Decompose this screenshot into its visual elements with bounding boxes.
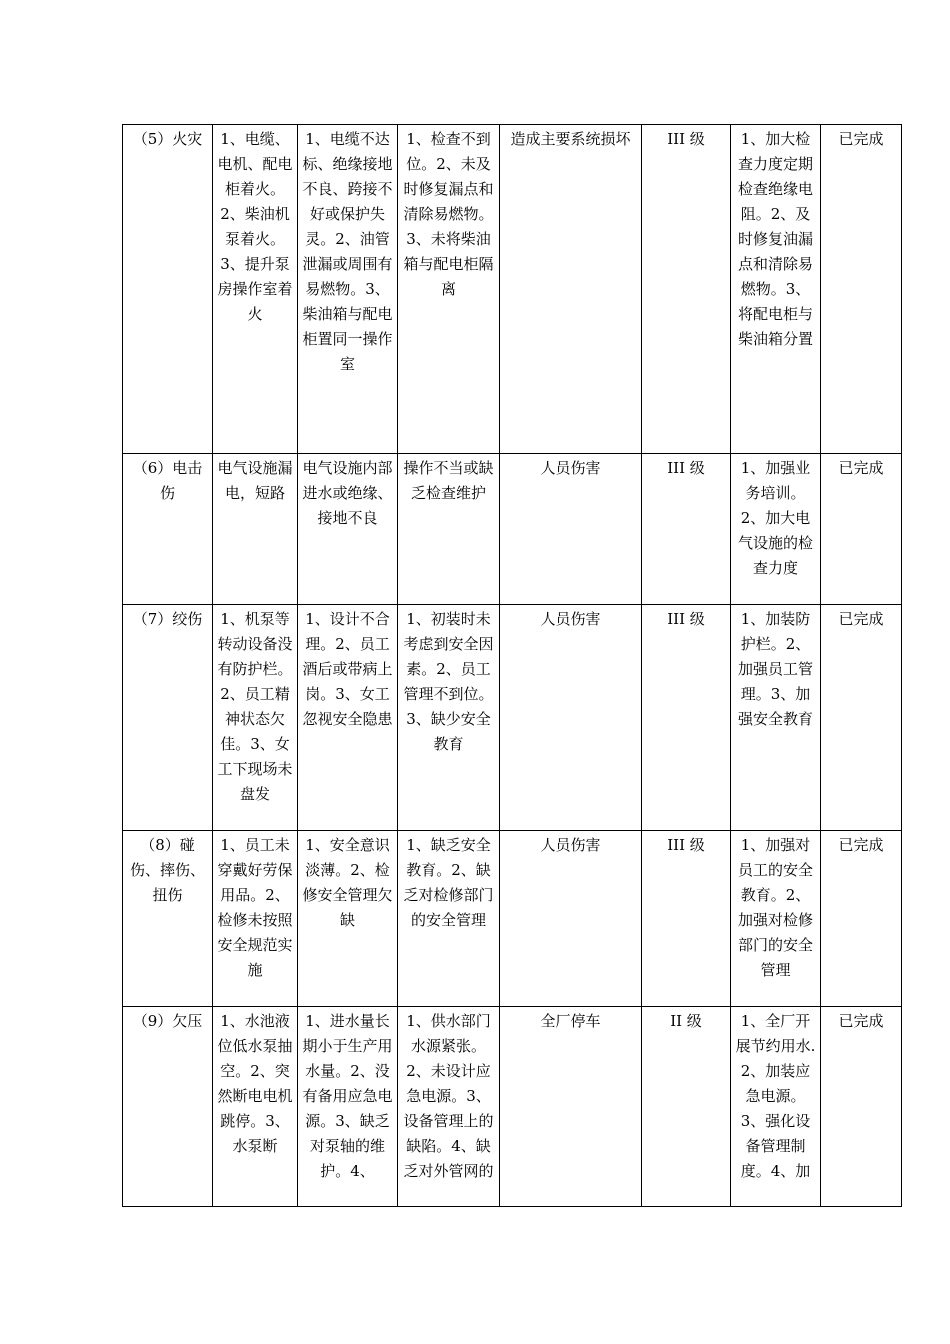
consequence-cell: 造成主要系统损坏 — [500, 125, 642, 454]
indirect-cause-cell: 1、初装时未考虑到安全因素。2、员工管理不到位。3、缺少安全教育 — [398, 605, 500, 831]
measures-cell: 1、加大检查力度定期检查绝缘电阻。2、及时修复油漏点和清除易燃物。3、将配电柜与柴油箱分置 — [731, 125, 821, 454]
indirect-cause-cell: 1、缺乏安全教育。2、缺乏对检修部门的安全管理 — [398, 831, 500, 1007]
consequence-cell: 人员伤害 — [500, 831, 642, 1007]
hazard-cell: （6）电击伤 — [123, 454, 213, 605]
indirect-cause-cell: 操作不当或缺乏检查维护 — [398, 454, 500, 605]
status-cell: 已完成 — [821, 125, 902, 454]
status-cell: 已完成 — [821, 1007, 902, 1207]
hazard-cell: （9）欠压 — [123, 1007, 213, 1207]
indirect-cause-cell: 1、检查不到位。2、未及时修复漏点和清除易燃物。3、未将柴油箱与配电柜隔离 — [398, 125, 500, 454]
manifestation-cell: 1、水池液位低水泵抽空。2、突然断电电机跳停。3、水泵断 — [213, 1007, 298, 1207]
consequence-cell: 人员伤害 — [500, 454, 642, 605]
risk-level-cell: III 级 — [642, 605, 731, 831]
table-row — [123, 831, 902, 1007]
hazard-cell: （5）火灾 — [123, 125, 213, 454]
measures-cell: 1、全厂开展节约用水.2、加装应急电源。3、强化设备管理制度。4、加 — [731, 1007, 821, 1207]
manifestation-cell: 电气设施漏电，短路 — [213, 454, 298, 605]
hazard-cell: （8）碰伤、摔伤、扭伤 — [123, 831, 213, 1007]
direct-cause-cell: 1、安全意识淡薄。2、检修安全管理欠缺 — [298, 831, 398, 1007]
direct-cause-cell: 1、设计不合理。2、员工酒后或带病上岗。3、女工忽视安全隐患 — [298, 605, 398, 831]
measures-cell: 1、加强业务培训。2、加大电气设施的检查力度 — [731, 454, 821, 605]
manifestation-cell: 1、机泵等转动设备没有防护栏。2、员工精神状态欠佳。3、女工下现场未盘发 — [213, 605, 298, 831]
indirect-cause-cell: 1、供水部门水源紧张。2、未设计应急电源。3、设备管理上的缺陷。4、缺乏对外管网的 — [398, 1007, 500, 1207]
consequence-cell: 全厂停车 — [500, 1007, 642, 1207]
direct-cause-cell: 1、进水量长期小于生产用水量。2、没有备用应急电源。3、缺乏对泵轴的维护。4、 — [298, 1007, 398, 1207]
consequence-cell: 人员伤害 — [500, 605, 642, 831]
measures-cell: 1、加强对员工的安全教育。2、加强对检修部门的安全管理 — [731, 831, 821, 1007]
table-row — [123, 125, 902, 454]
status-cell: 已完成 — [821, 831, 902, 1007]
measures-cell: 1、加装防护栏。2、加强员工管理。3、加强安全教育 — [731, 605, 821, 831]
table-row — [123, 605, 902, 831]
manifestation-cell: 1、电缆、电机、配电柜着火。2、柴油机泵着火。3、提升泵房操作室着火 — [213, 125, 298, 454]
risk-level-cell: III 级 — [642, 125, 731, 454]
hazard-cell: （7）绞伤 — [123, 605, 213, 831]
table-row — [123, 1007, 902, 1207]
table-row — [123, 454, 902, 605]
risk-level-cell: III 级 — [642, 831, 731, 1007]
direct-cause-cell: 电气设施内部进水或绝缘、接地不良 — [298, 454, 398, 605]
manifestation-cell: 1、员工未穿戴好劳保用品。2、检修未按照安全规范实施 — [213, 831, 298, 1007]
risk-assessment-table — [122, 124, 902, 1207]
status-cell: 已完成 — [821, 605, 902, 831]
direct-cause-cell: 1、电缆不达标、绝缘接地不良、跨接不好或保护失灵。2、油管泄漏或周围有易燃物。3、柴油箱与配电柜置同一操作室 — [298, 125, 398, 454]
status-cell: 已完成 — [821, 454, 902, 605]
risk-level-cell: II 级 — [642, 1007, 731, 1207]
risk-level-cell: III 级 — [642, 454, 731, 605]
